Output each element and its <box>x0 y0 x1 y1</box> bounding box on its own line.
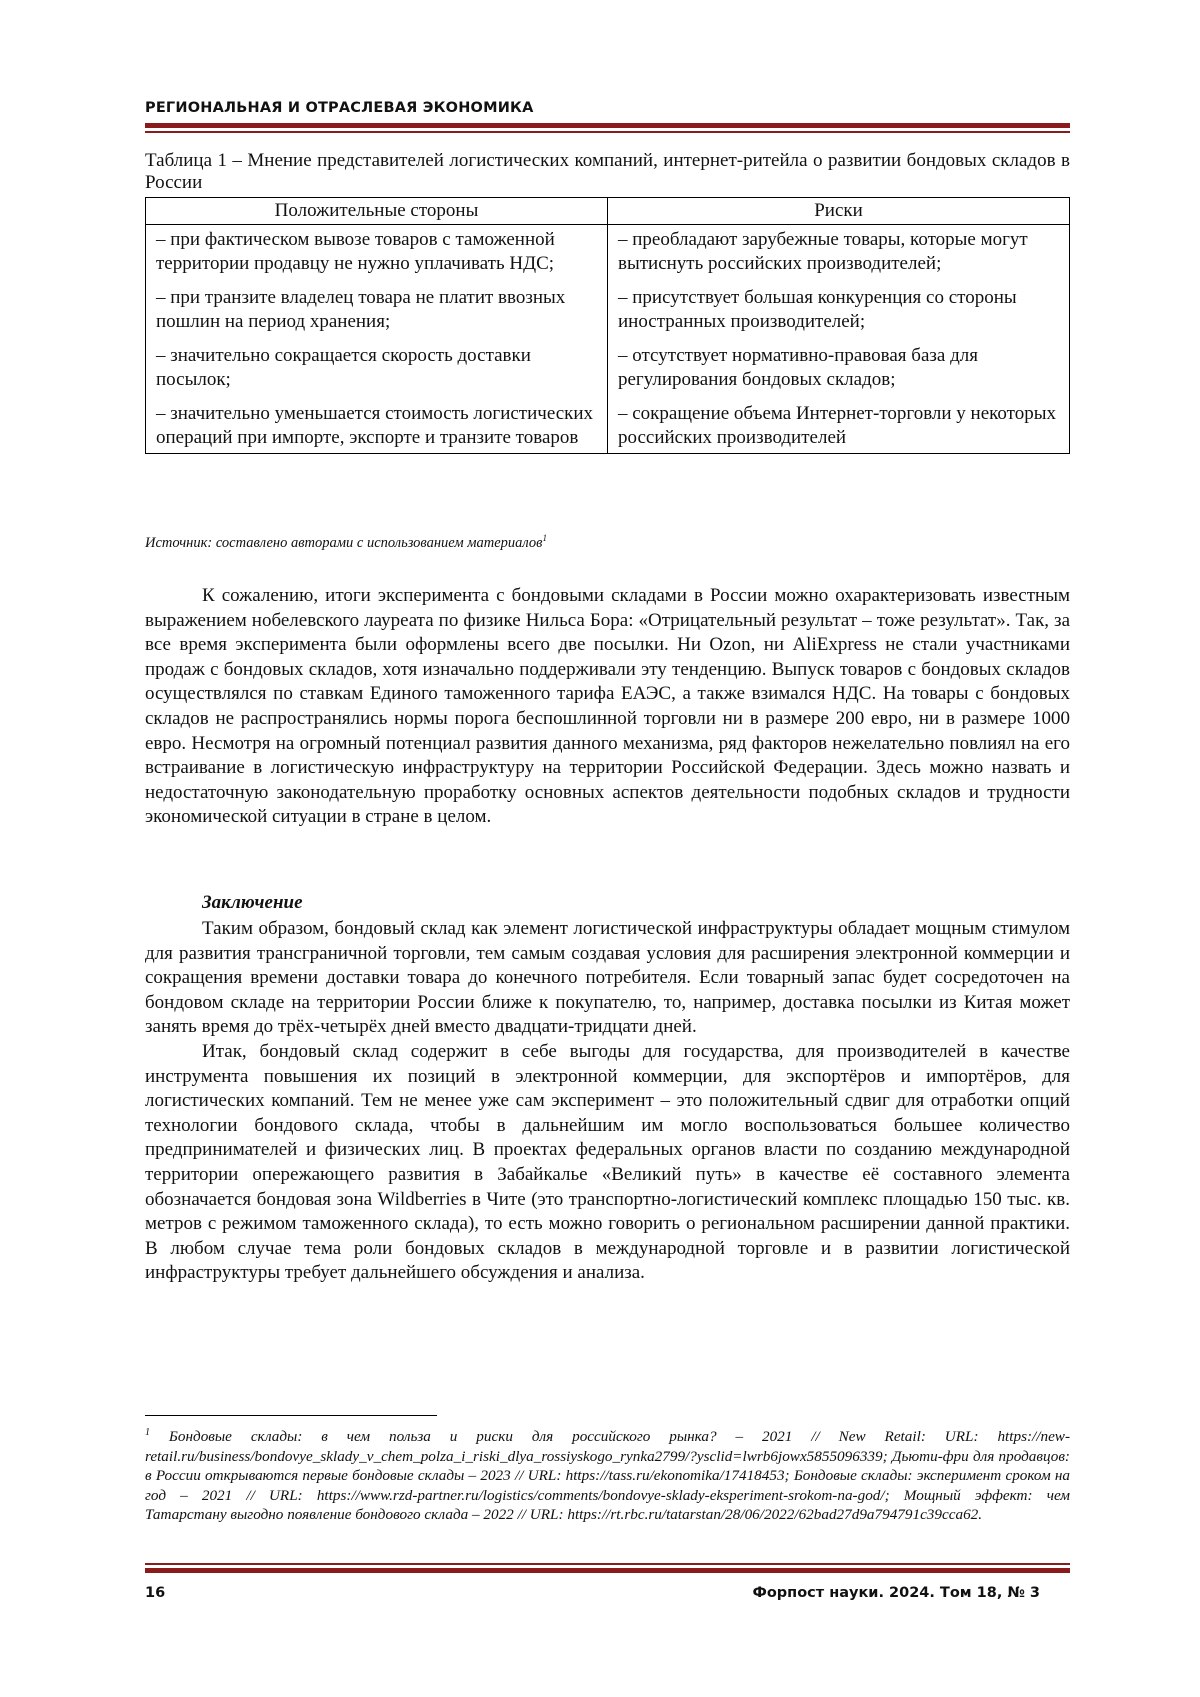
table-cell: – отсутствует нормативно-правовая база для регулирования бондовых складов; <box>608 338 1070 396</box>
header-rule-thick <box>145 123 1070 128</box>
table-caption: Таблица 1 – Мнение представителей логистических компаний, интернет-ритейла о развитии бондовых складов в России <box>145 150 1070 193</box>
paragraph: К сожалению, итоги эксперимента с бондовыми складами в России можно охарактеризовать известным выражением нобелевского лауреата по физике Нильса Бора: «Отрицательный результат – тоже результат». Так, за все время эксперимента были оформлены всего две посылки. Ни Ozon, ни AliExpress не стали участниками продаж с бондовых складов, хотя изначально поддерживали эту тенденцию. Выпуск товаров с бондовых складов осуществлялся по ставкам Единого таможенного тарифа ЕАЭС, а также взимался НДС. На товары с бондовых складов не распространялись нормы порога беспошлинной торговли ни в размере 200 евро, ни в размере 1000 евро. Несмотря на огромный потенциал развития данного механизма, ряд факторов нежелательно повлиял на его встраивание в логистическую инфраструктуру на территории Российской Федерации. Здесь можно назвать и недостаточную законодательную проработку основных аспектов деятельности подобных складов и трудности экономической ситуации в стране в целом. <box>145 585 1070 828</box>
table-row <box>146 338 1070 396</box>
table-cell: – при транзите владелец товара не платит ввозных пошлин на период хранения; <box>146 280 608 338</box>
footnote-marker: 1 <box>145 1427 150 1438</box>
header-rule-thin <box>145 131 1070 133</box>
running-head: РЕГИОНАЛЬНАЯ И ОТРАСЛЕВАЯ ЭКОНОМИКА <box>145 100 534 116</box>
table-cell: – значительно уменьшается стоимость логистических операций при импорте, экспорте и транзите товаров <box>146 396 608 454</box>
table-cell: – преобладают зарубежные товары, которые могут вытиснуть российских производителей; <box>608 225 1070 281</box>
page-number: 16 <box>145 1585 166 1601</box>
paragraph: Таким образом, бондовый склад как элемент логистической инфраструктуры обладает мощным стимулом для развития трансграничной торговли, тем самым создавая условия для расширения электронной коммерции и сокращения времени доставки товара до конечного потребителя. Если товарный запас будет сосредоточен на бондовом складе на территории России ближе к покупателю, то, например, доставка посылки из Китая может занять время до трёх-четырёх дней вместо двадцати-тридцати дней. <box>145 918 1070 1038</box>
column-header-positive: Положительные стороны <box>146 198 608 225</box>
body-section-1 <box>145 584 1070 830</box>
body-section-2 <box>145 917 1070 1286</box>
table-cell: – при фактическом вывозе товаров с таможенной территории продавцу не нужно уплачивать НДС; <box>146 225 608 281</box>
table-cell: – сокращение объема Интернет-торговли у некоторых российских производителей <box>608 396 1070 454</box>
table-cell: – присутствует большая конкуренция со стороны иностранных производителей; <box>608 280 1070 338</box>
table-row <box>146 225 1070 281</box>
footer-rule-thick <box>145 1568 1070 1573</box>
table-cell: – значительно сокращается скорость доставки посылок; <box>146 338 608 396</box>
table-header-row <box>146 198 1070 225</box>
table-1 <box>145 197 1070 454</box>
footer-rule-thin <box>145 1563 1070 1565</box>
footnote-text: Бондовые склады: в чем польза и риски для российского рынка? – 2021 // New Retail: URL: https://new-retail.ru/business/bondovye_sklady_v_chem_polza_i_riski_dlya_rossiyskogo_rynka2799/?ysclid=lwrb6jowx5855096339; Дьюти-фри для продавцов: в России открываются первые бондовые склады – 2023 // URL: https://tass.ru/ekonomika/17418453; Бондовые склады: эксперимент сроком на год – 2021 // URL: https://www.rzd-partner.ru/logistics/comments/bondovye-sklady-eksperiment-srokom-na-god/; Мощный эффект: чем Татарстану выгодно появление бондового склада – 2022 // URL: https://rt.rbc.ru/tatarstan/28/06/2022/62bad27d9a794791c39cca62. <box>145 1428 1070 1524</box>
footnote <box>145 1423 1070 1525</box>
table-source-note <box>145 533 547 552</box>
paragraph: Итак, бондовый склад содержит в себе выгоды для государства, для производителей в качестве инструмента повышения их позиций в электронной коммерции, для экспортёров и импортёров, для логистических компаний. Тем не менее уже сам эксперимент – это положительный сдвиг для отработки опций технологии бондового склада, чтобы в дальнейшим им могло воспользоваться большее количество предпринимателей и физических лиц. В проектах федеральных органов власти по созданию международной территории опережающего развития в Забайкалье «Великий путь» в качестве её составного элемента обозначается бондовая зона Wildberries в Чите (это транспортно-логистический комплекс площадью 150 тыс. кв. метров с режимом таможенного склада), то есть можно говорить о региональном расширении данной практики. В любом случае тема роли бондовых складов в международной торговле и в развитии логистической инфраструктуры требует дальнейшего обсуждения и анализа. <box>145 1040 1070 1284</box>
column-header-risks: Риски <box>608 198 1070 225</box>
journal-citation: Форпост науки. 2024. Том 18, № 3 <box>752 1585 1040 1601</box>
table-source-text: Источник: составлено авторами с использованием материалов <box>145 534 543 551</box>
table-row <box>146 280 1070 338</box>
footnote-ref[interactable]: 1 <box>542 533 547 543</box>
table-row <box>146 396 1070 454</box>
footnote-separator <box>145 1415 437 1416</box>
section-heading-conclusion: Заключение <box>202 892 303 913</box>
